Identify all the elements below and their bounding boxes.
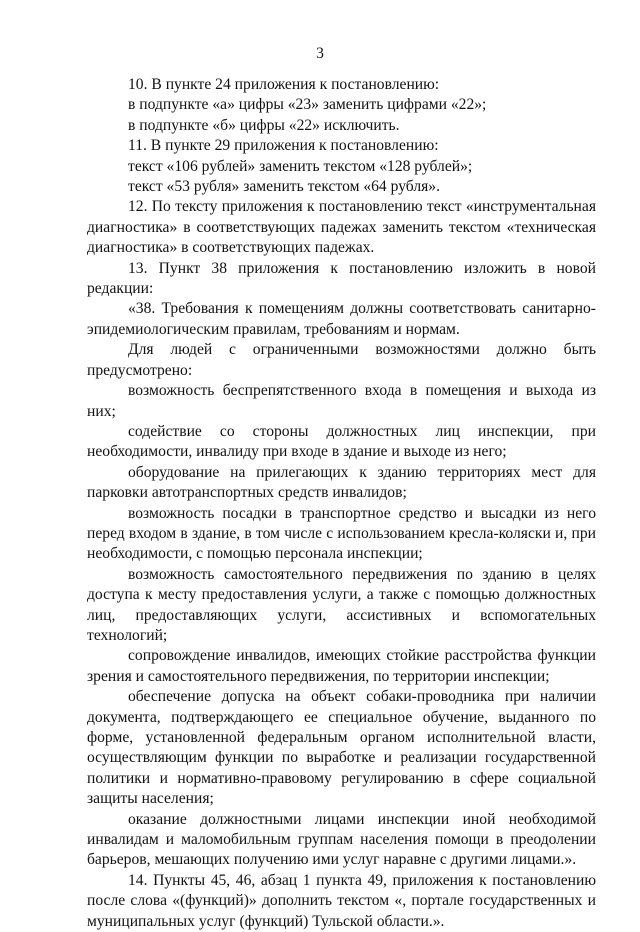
paragraph-38-item-7: обеспечение допуска на объект собаки-проводника при наличии документа, подтверждающего ее специальное обучение, выданного по форме, установленной федеральным органом исполнительной власти, осуществляющим функции по выработке и реализации государственной политики и нормативно-правовому регулированию в сфере социальной защиты населения; [87,688,596,808]
paragraph-38-item-6: сопровождение инвалидов, имеющих стойкие расстройства функции зрения и самостоятельного передвижения, по территории инспекции; [87,647,596,685]
paragraph-38-item-8: оказание должностными лицами инспекции иной необходимой инвалидам и маломобильным группам населения помощи в преодолении барьеров, мешающих получению ими услуг наравне с другими лицами.». [87,810,596,869]
paragraph-13: 13. Пункт 38 приложения к постановлению изложить в новой редакции: [87,259,596,298]
page-number: 3 [316,45,324,62]
paragraph-38-item-1: возможность беспрепятственного входа в помещения и выхода из них; [87,382,596,420]
paragraph-10a: в подпункте «а» цифры «23» заменить цифрами «22»; [128,96,487,114]
paragraph-38-intro: «38. Требования к помещениям должны соответствовать санитарно-эпидемиологическим правилам, требованиям и нормам. [87,300,596,338]
paragraph-38-item-2: содействие со стороны должностных лиц инспекции, при необходимости, инвалиду при входе в здание и выходе из него; [87,422,596,461]
paragraph-38-item-3: оборудование на прилегающих к зданию территориях мест для парковки автотранспортных средств инвалидов; [87,463,596,502]
paragraph-10: 10. В пункте 24 приложения к постановлению: [128,76,440,93]
paragraph-11b: текст «53 рубля» заменить текстом «64 рубля». [128,178,440,196]
paragraph-12: 12. По тексту приложения к постановлению текст «инструментальная диагностика» в соответствующих падежах заменить текстом «техническая диагностика» в соответствующих падежах. [87,198,596,257]
paragraph-38-item-5: возможность самостоятельного передвижения по зданию в целях доступа к месту предоставления услуги, а также с помощью должностных лиц, предоставляющих услуги, ассистивных и вспомогательных технологий; [87,565,596,644]
paragraph-11a: текст «106 рублей» заменить текстом «128 рублей»; [128,157,473,175]
paragraph-11: 11. В пункте 29 приложения к постановлению: [128,137,439,155]
paragraph-38-item-4: возможность посадки в транспортное средство и высадки из него перед входом в здание, в том числе с использованием кресла-коляски и, при необходимости, с помощью персонала инспекции; [87,504,596,563]
paragraph-38-people: Для людей с ограниченными возможностями должно быть предусмотрено: [87,341,596,379]
paragraph-10b: в подпункте «б» цифры «22» исключить. [128,116,400,134]
document-body [87,75,596,932]
paragraph-14: 14. Пункты 45, 46, абзац 1 пункта 49, приложения к постановлению после слова «(функций)» дополнить текстом «, портале государственных и муниципальных услуг (функций) Тульской области.». [87,871,596,930]
